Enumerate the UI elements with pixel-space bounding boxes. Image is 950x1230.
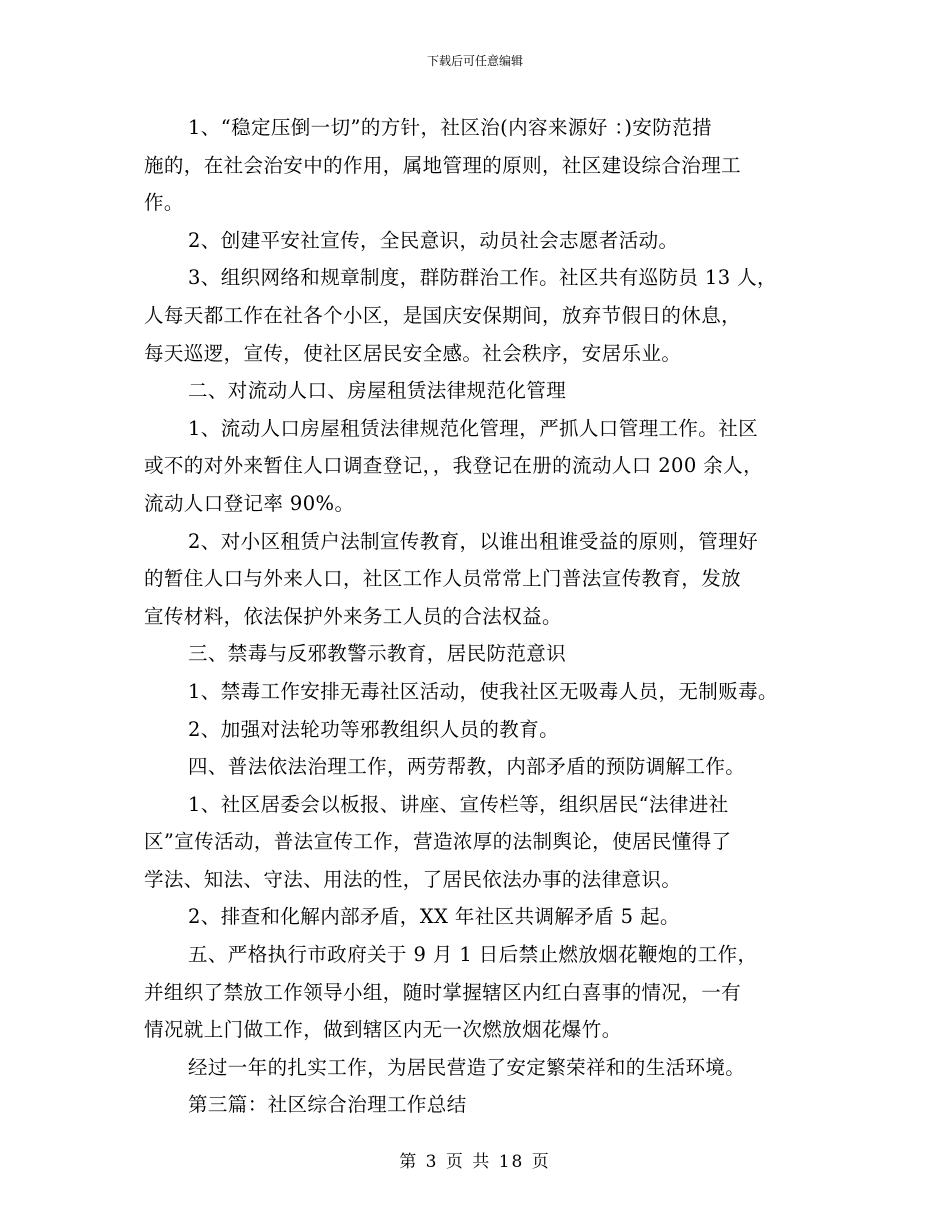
text-line: 2、创建平安社宣传，全民意识，动员社会志愿者活动。 [188,228,679,252]
section-heading: 第三篇：社区综合治理工作总结 [188,1093,467,1117]
text-line: 人每天都工作在社各个小区，是国庆安保期间，放弃节假日的休息， [144,303,742,327]
section-heading: 三、禁毒与反邪教警示教育，居民防范意识 [188,642,567,666]
page-header: 下载后可任意编辑 [426,54,523,68]
text-line: 1、禁毒工作安排无毒社区活动，使我社区无吸毒人员，无制贩毒。 [188,679,778,703]
document-body [144,109,824,1124]
text-line: 2、排查和化解内部矛盾，XX 年社区共调解矛盾 5 起。 [188,905,680,929]
section-heading: 四、普法依法治理工作，两劳帮教，内部矛盾的预防调解工作。 [188,755,746,779]
text-line: 3、组织网络和规章制度，群防群治工作。社区共有巡防员 13 人， [188,266,777,290]
text-line: 宣传材料，依法保护外来务工人员的合法权益。 [144,604,562,628]
text-line: 的暂住人口与外来人口，社区工作人员常常上门普法宣传教育，发放 [144,567,742,591]
text-line: 1、“稳定压倒一切”的方针，社区治(内容来源好 ：)安防范措 [188,116,713,139]
text-line: 施的，在社会治安中的作用，属地管理的原则，社区建设综合治理工 [144,153,742,177]
page-footer: 第 3 页 共 18 页 [399,1152,551,1172]
text-line: 2、加强对法轮功等邪教组织人员的教育。 [188,717,560,741]
text-line: 学法、知法、守法、用法的性，了居民依法办事的法律意识。 [144,867,682,891]
section-heading: 五、严格执行市政府关于 9 月 1 日后禁止燃放烟花鞭炮的工作， [188,943,758,967]
text-line: 2、对小区租赁户法制宣传教育，以谁出租谁受益的原则，管理好 [188,529,759,553]
section-heading: 二、对流动人口、房屋租赁法律规范化管理 [188,379,567,403]
text-line: 1、社区居委会以板报、讲座、宣传栏等，组织居民“法律进社 [188,792,729,816]
text-line: 作。 [144,191,184,215]
text-line: 或不的对外来暂住人口调查登记，，我登记在册的流动人口 200 余人， [144,454,763,478]
text-line: 1、流动人口房屋租赁法律规范化管理，严抓人口管理工作。社区 [188,416,759,440]
text-line: 经过一年的扎实工作，为居民营造了安定繁荣祥和的生活环境。 [188,1055,746,1079]
text-line: 区”宣传活动，普法宣传工作，营造浓厚的法制舆论，使居民懂得了 [144,830,732,854]
text-line: 每天巡逻，宣传，使社区居民安全感。社会秩序，安居乐业。 [144,341,682,365]
text-line: 流动人口登记率 90%。 [144,491,355,515]
text-line: 并组织了禁放工作领导小组，随时掌握辖区内红白喜事的情况，一有 [144,980,742,1004]
text-line: 情况就上门做工作，做到辖区内无一次燃放烟花爆竹。 [144,1018,622,1042]
